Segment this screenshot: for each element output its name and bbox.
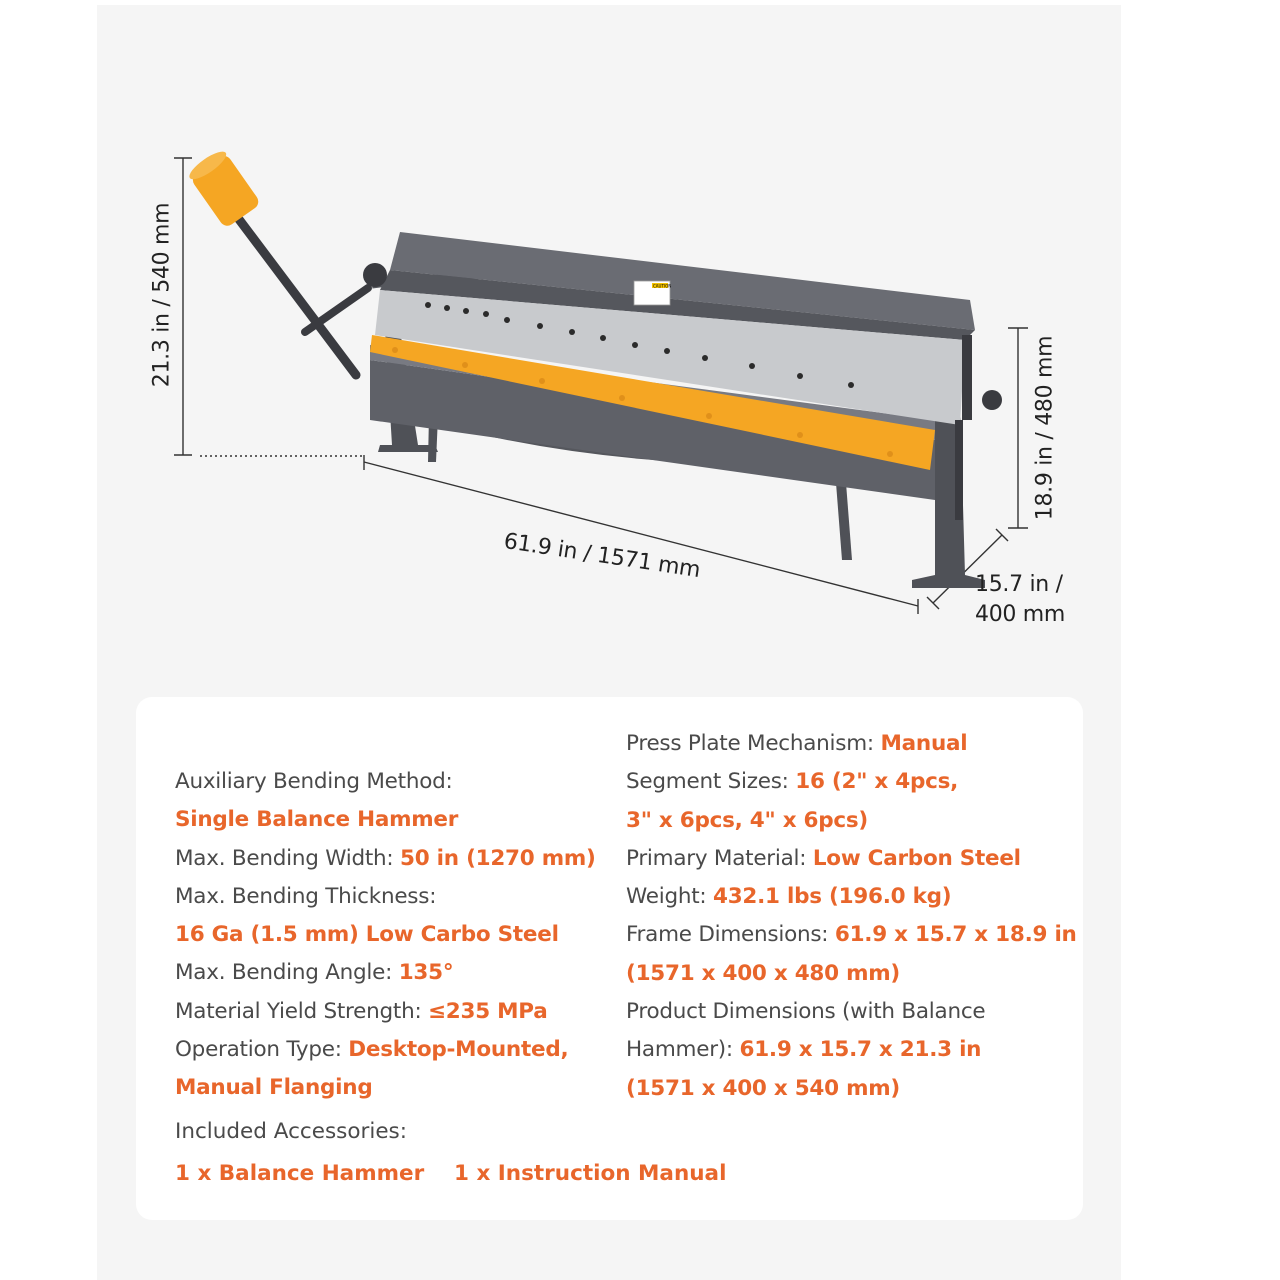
spec-line: Frame Dimensions: 61.9 x 15.7 x 18.9 in — [626, 922, 1077, 948]
spec-line: Press Plate Mechanism: Manual — [626, 731, 968, 756]
spec-line: (1571 x 400 x 540 mm) — [626, 1075, 900, 1101]
specs-right-column — [626, 725, 1077, 1108]
frame-height-dimension: 18.9 in / 480 mm — [1032, 335, 1058, 521]
spec-line: Auxiliary Bending Method: — [175, 769, 453, 794]
spec-line: Weight: 432.1 lbs (196.0 kg) — [626, 884, 952, 910]
accessory-item: 1 x Balance Hammer — [175, 1161, 425, 1186]
spec-line: Primary Material: Low Carbon Steel — [626, 845, 1021, 871]
spec-line: 16 Ga (1.5 mm) Low Carbo Steel — [175, 922, 559, 948]
spec-line: 3" x 6pcs, 4" x 6pcs) — [626, 807, 869, 833]
spec-line: Product Dimensions (with Balance — [626, 999, 986, 1025]
left-hub — [363, 263, 387, 287]
hammer-weight-icon — [186, 147, 262, 229]
spec-line: Operation Type: Desktop-Mounted, — [175, 1037, 569, 1063]
spec-line: Segment Sizes: 16 (2" x 4pcs, — [626, 769, 959, 795]
spec-line: Hammer): 61.9 x 15.7 x 21.3 in — [626, 1037, 982, 1063]
spec-line: Material Yield Strength: ≤235 MPa — [175, 998, 548, 1024]
specs-left-column — [175, 763, 615, 1108]
spec-line: Max. Bending Thickness: — [175, 883, 437, 909]
spec-line: Single Balance Hammer — [175, 807, 459, 833]
height-with-hammer-dimension: 21.3 in / 540 mm — [149, 202, 175, 388]
spec-line: Manual Flanging — [175, 1075, 373, 1101]
spec-line: Max. Bending Width: 50 in (1270 mm) — [175, 845, 596, 871]
hammer-rod — [232, 210, 356, 375]
spec-line: Max. Bending Angle: 135° — [175, 960, 454, 986]
accessory-item: 1 x Instruction Manual — [454, 1161, 727, 1186]
caution-label: CAUTION — [653, 283, 672, 289]
accessories-label: Included Accessories: — [175, 1119, 407, 1144]
right-hub — [982, 390, 1002, 410]
depth-dimension: 15.7 in / 400 mm — [975, 572, 1066, 627]
right-handle — [962, 335, 972, 420]
spec-line: (1571 x 400 x 480 mm) — [626, 960, 900, 986]
hammer-handle — [305, 288, 368, 332]
length-dimension: 61.9 in / 1571 mm — [502, 528, 702, 584]
